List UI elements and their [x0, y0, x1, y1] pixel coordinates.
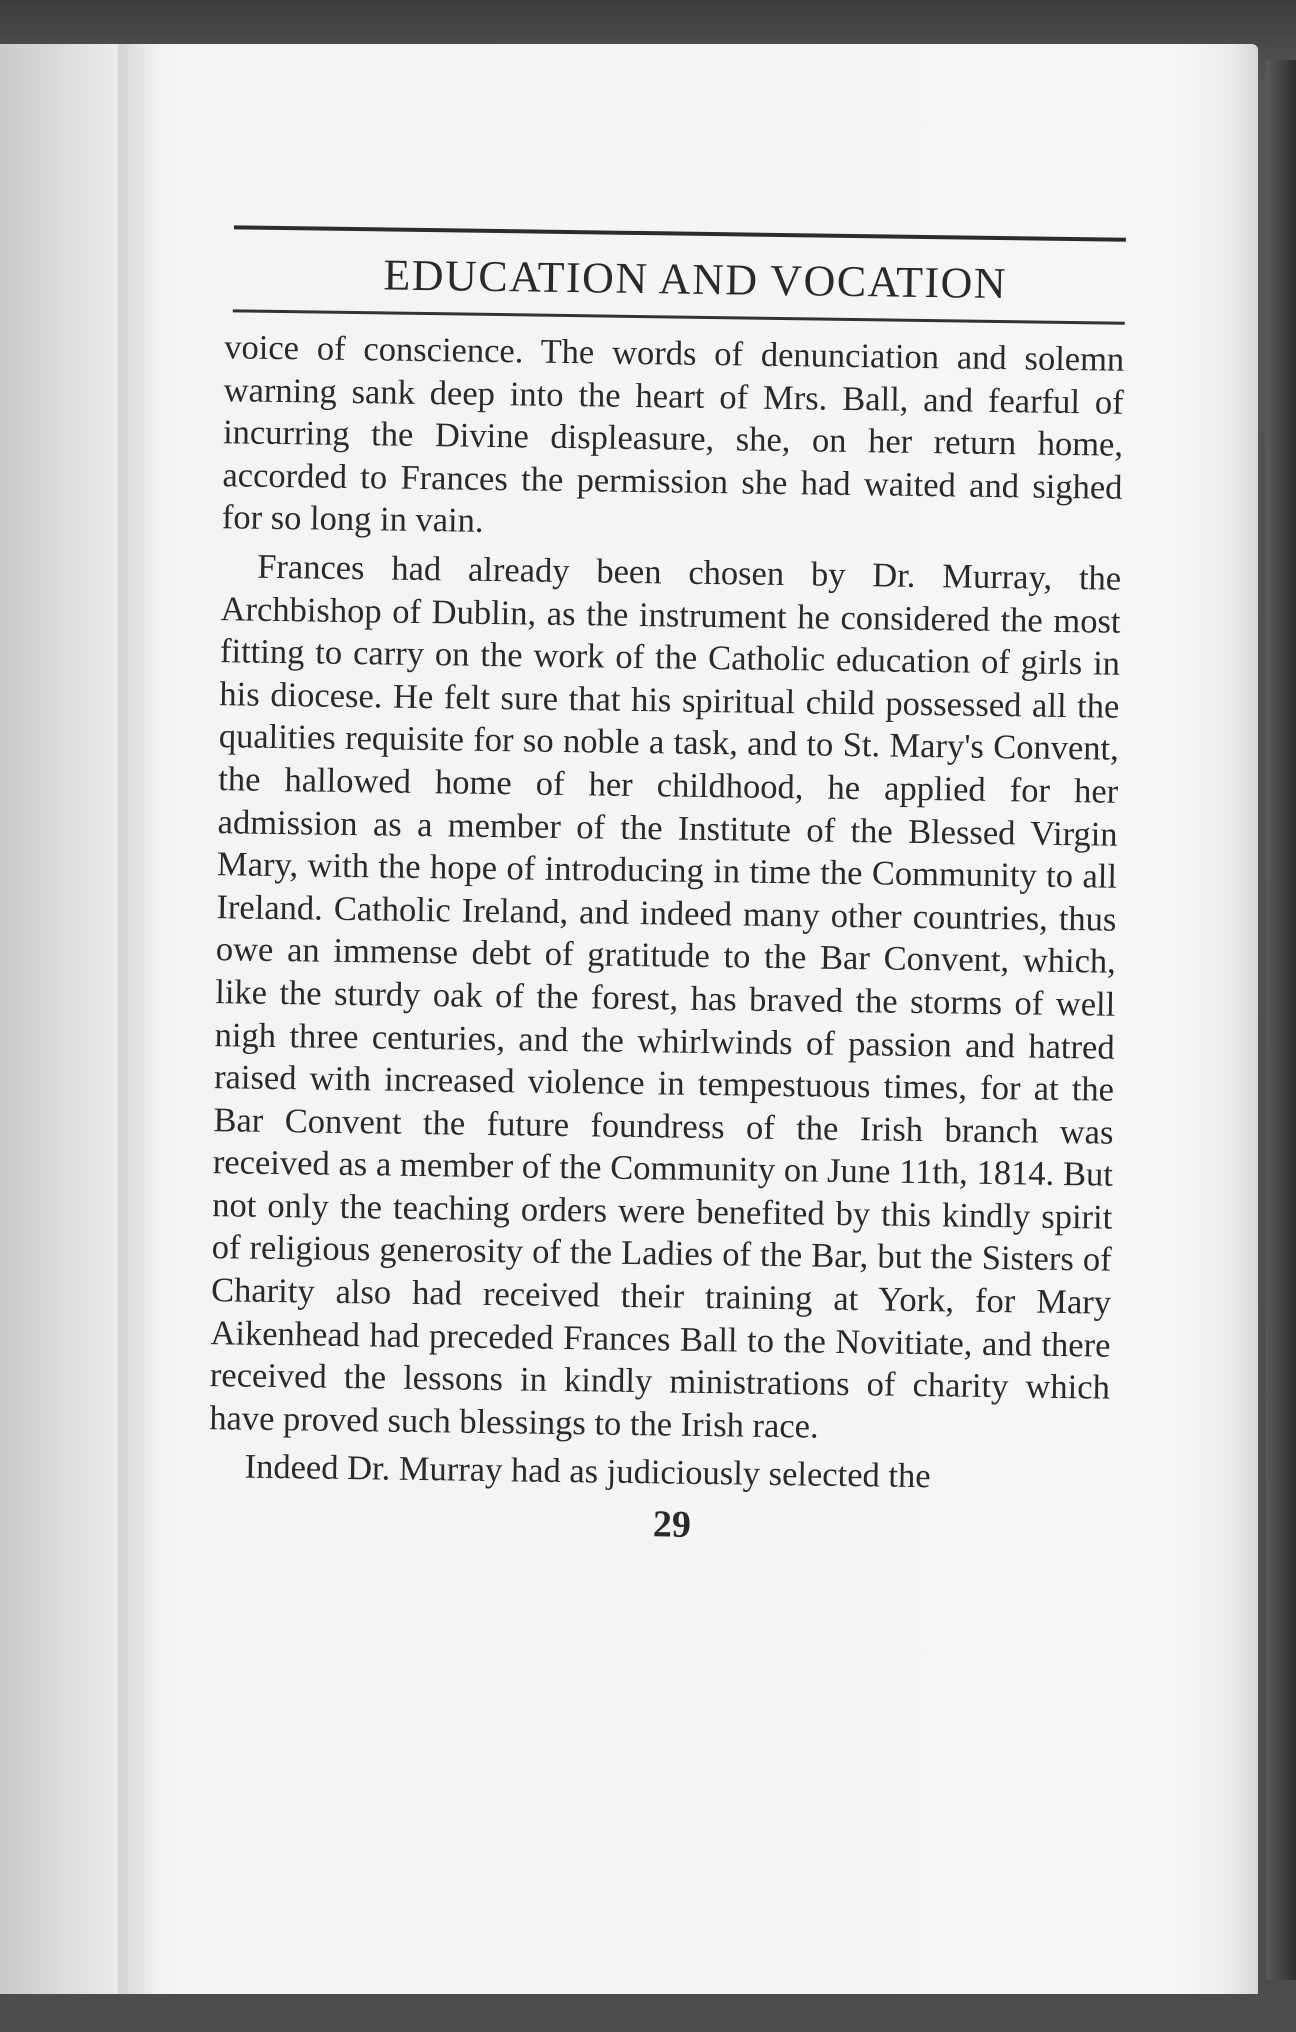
book-edge	[1266, 60, 1296, 1980]
binding-gutter	[118, 44, 158, 1994]
body-text	[208, 326, 1124, 1500]
page-number: 29	[652, 1503, 692, 1546]
running-head: EDUCATION AND VOCATION	[383, 250, 1008, 309]
paragraph-3: Indeed Dr. Murray had as judiciously selected the	[244, 1448, 931, 1496]
paragraph-2: Frances had already been chosen by Dr. Murray, the Archbishop of Dublin, as the instrument he considered the most fitting to carry on the work of the Catholic education of girls in his diocese. He felt sure that his spiritual child possessed all the qualities requisite for so noble a task, and to St. Mary's Convent, the hallowed home of her childhood, he applied for her admission as a member of the Institute of the Blessed Virgin Mary, with the hope of introducing in time the Community to all Ireland. Catholic Ireland, and indeed many other countries, thus owe an immense debt of gratitude to the Bar Convent, which, like the sturdy oak of the forest, has braved the storms of well nigh three centuries, and the whirlwinds of passion and hatred raised with increased violence in tempestuous times, for at the Bar Convent the future foundress of the Irish branch was received as a member of the Community on June 11th, 1814. But not only the teaching orders were benefited by this kindly spirit of religious generosity of the Ladies of the Bar, but the Sisters of Charity also had received their training at York, for Mary Aikenhead had preceded Frances Ball to the Novitiate, and there received the lessons in kindly ministrations of charity which have proved such blessings to the Irish race.	[209, 547, 1122, 1446]
page-content	[192, 225, 1130, 1553]
paragraph-1: voice of conscience. The words of denunciation and solemn warning sank deep into the heart of Mrs. Ball, and fearful of incurring the Divine displeasure, she, on her return home, accorded to Frances the permission she had waited and sighed for so long in vain.	[221, 328, 1125, 541]
